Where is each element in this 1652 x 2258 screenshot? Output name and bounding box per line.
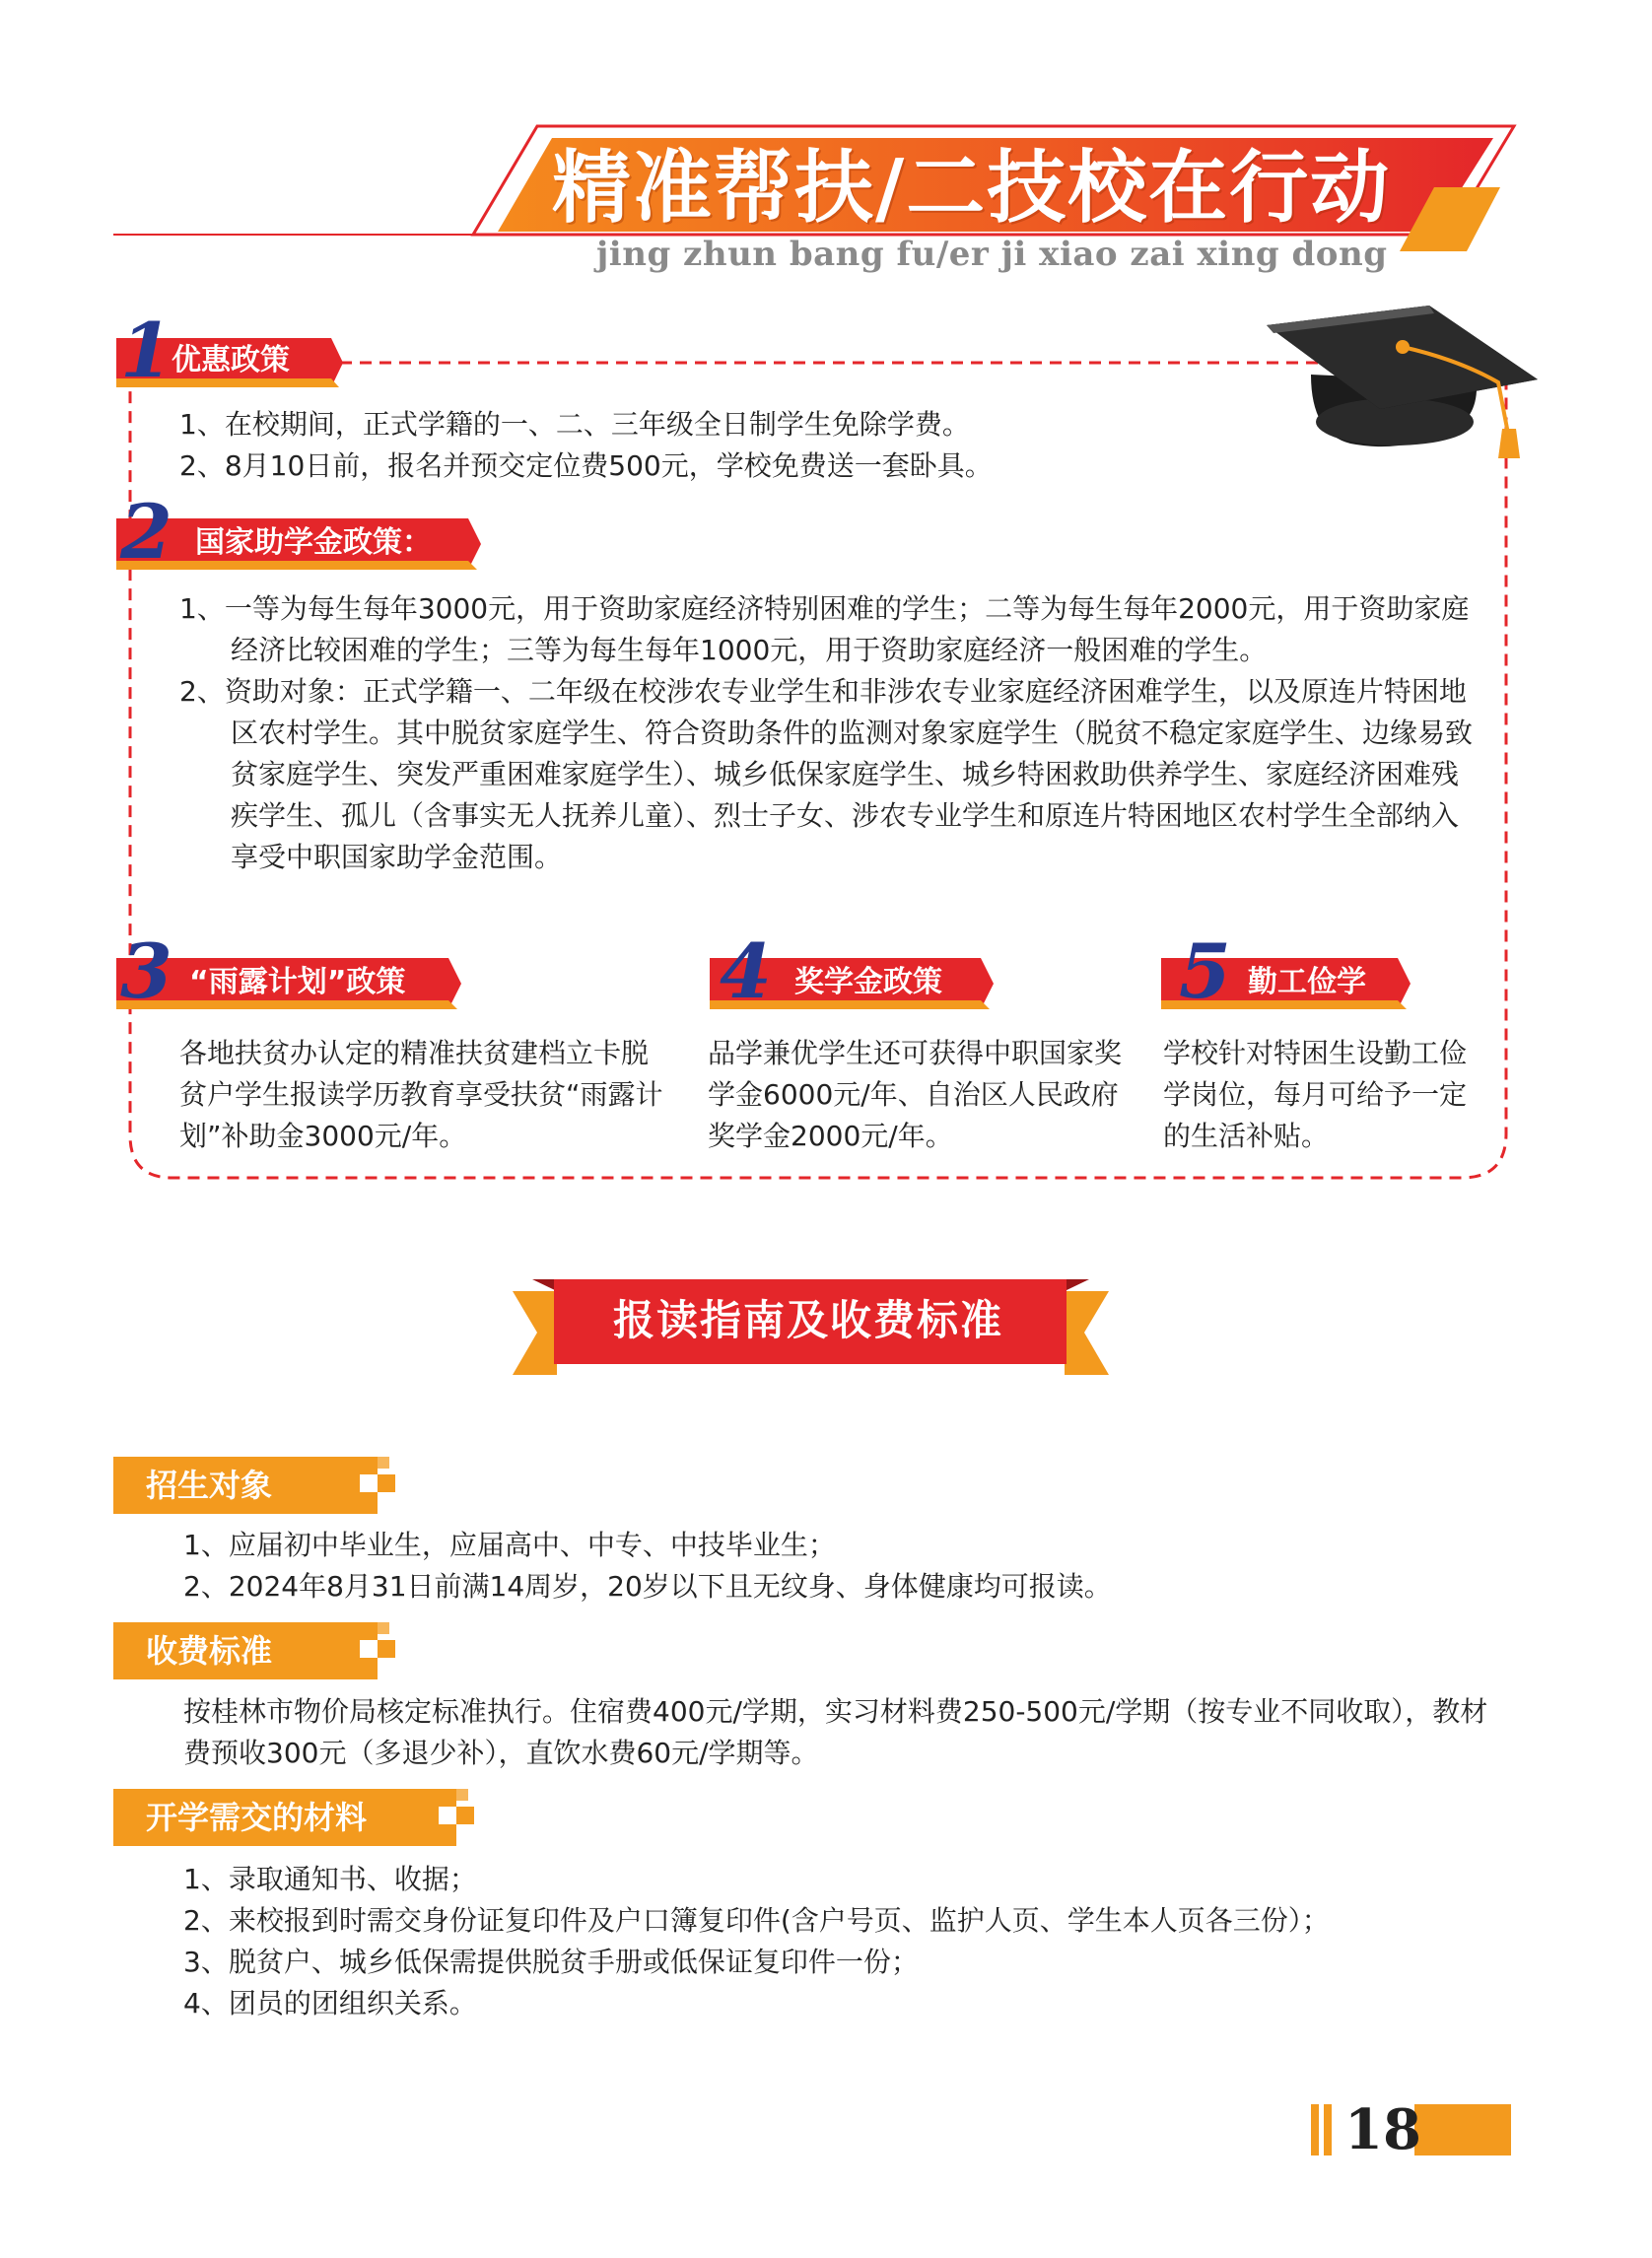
guide-section-3-item-3: 3、脱贫户、城乡低保需提供脱贫手册或低保证复印件一份； xyxy=(183,1946,919,1978)
policy-4-body: 品学兼优学生还可获得中职国家奖学金6000元/年、自治区人民政府奖学金2000元/年。 xyxy=(708,1037,1123,1152)
guide-title: 报读指南及收费标准 xyxy=(612,1296,1003,1344)
guide-section-2-body: 按桂林市物价局核定标准执行。住宿费400元/学期，实习材料费250-500元/学期（按专业不同收取），教材费预收300元（多退少补），直饮水费60元/学期等。 xyxy=(183,1695,1488,1769)
policy-3-label: “雨露计划”政策 xyxy=(189,965,406,999)
policy-2-item-1: 1、一等为每生每年3000元，用于资助家庭经济特别困难的学生；二等为每生每年2000元，用于资助家庭经济比较困难的学生；三等为每生每年1000元，用于资助家庭经济一般困难的学生。 xyxy=(179,592,1470,666)
guide-section-3-body xyxy=(183,1859,1524,2024)
policy-1-number: 1 xyxy=(120,307,172,394)
guide-section-1-item-1: 1、应届初中毕业生，应届高中、中专、中技毕业生； xyxy=(183,1529,836,1561)
policy-1-label: 优惠政策 xyxy=(172,343,290,377)
page-number: 18 xyxy=(1344,2097,1421,2162)
policy-3-body: 各地扶贫办认定的精准扶贫建档立卡脱贫户学生报读学历教育享受扶贫“雨露计划”补助金3000元/年。 xyxy=(179,1037,663,1152)
guide-section-1-body xyxy=(183,1525,1494,1608)
policy-5-label: 勤工俭学 xyxy=(1248,965,1366,999)
policy-1-body xyxy=(179,404,1461,487)
policy-2-item-2: 2、资助对象：正式学籍一、二年级在校涉农专业学生和非涉农专业家庭经济困难学生，以及原连片特困地区农村学生。其中脱贫家庭学生、符合资助条件的监测对象家庭学生（脱贫不稳定家庭学生、边缘易致贫家庭学生、突发严重困难家庭学生）、城乡低保家庭学生、城乡特困救助供养学生、家庭经济困难残疾学生、孤儿（含事实无人抚养儿童）、烈士子女、涉农专业学生和原连片特困地区农村学生全部纳入享受中职国家助学金范围。 xyxy=(179,675,1474,873)
guide-section-3-item-2: 2、来校报到时需交身份证复印件及户口簿复印件(含户号页、监护人页、学生本人页各三份）； xyxy=(183,1904,1330,1937)
policy-4-label: 奖学金政策 xyxy=(794,965,942,999)
policy-1-item-2: 2、8月10日前，报名并预交定位费500元，学校免费送一套卧具。 xyxy=(179,449,993,482)
guide-section-3-item-4: 4、团员的团组织关系。 xyxy=(183,1987,477,2019)
guide-section-3-label: 开学需交的材料 xyxy=(146,1799,368,1836)
policy-2-body xyxy=(179,588,1476,878)
guide-section-1-item-2: 2、2024年8月31日前满14周岁，20岁以下且无纹身、身体健康均可报读。 xyxy=(183,1570,1112,1603)
guide-section-1-label: 招生对象 xyxy=(146,1467,273,1504)
policy-3-number: 3 xyxy=(120,927,172,1015)
guide-section-2-label: 收费标准 xyxy=(146,1632,273,1670)
policy-5-body: 学校针对特困生设勤工俭学岗位，每月可给予一定的生活补贴。 xyxy=(1163,1037,1468,1152)
policy-1-item-1: 1、在校期间，正式学籍的一、二、三年级全日制学生免除学费。 xyxy=(179,408,970,441)
policy-2-number: 2 xyxy=(120,488,172,576)
policy-2-label: 国家助学金政策： xyxy=(195,525,432,560)
policy-4-number: 4 xyxy=(720,927,772,1015)
page-title: 精准帮扶/二技校在行动 xyxy=(552,141,1392,234)
guide-section-3-item-1: 1、录取通知书、收据； xyxy=(183,1863,477,1895)
page-title-pinyin: jing zhun bang fu/er ji xiao zai xing dong xyxy=(596,235,1388,274)
policy-5-number: 5 xyxy=(1179,927,1231,1015)
